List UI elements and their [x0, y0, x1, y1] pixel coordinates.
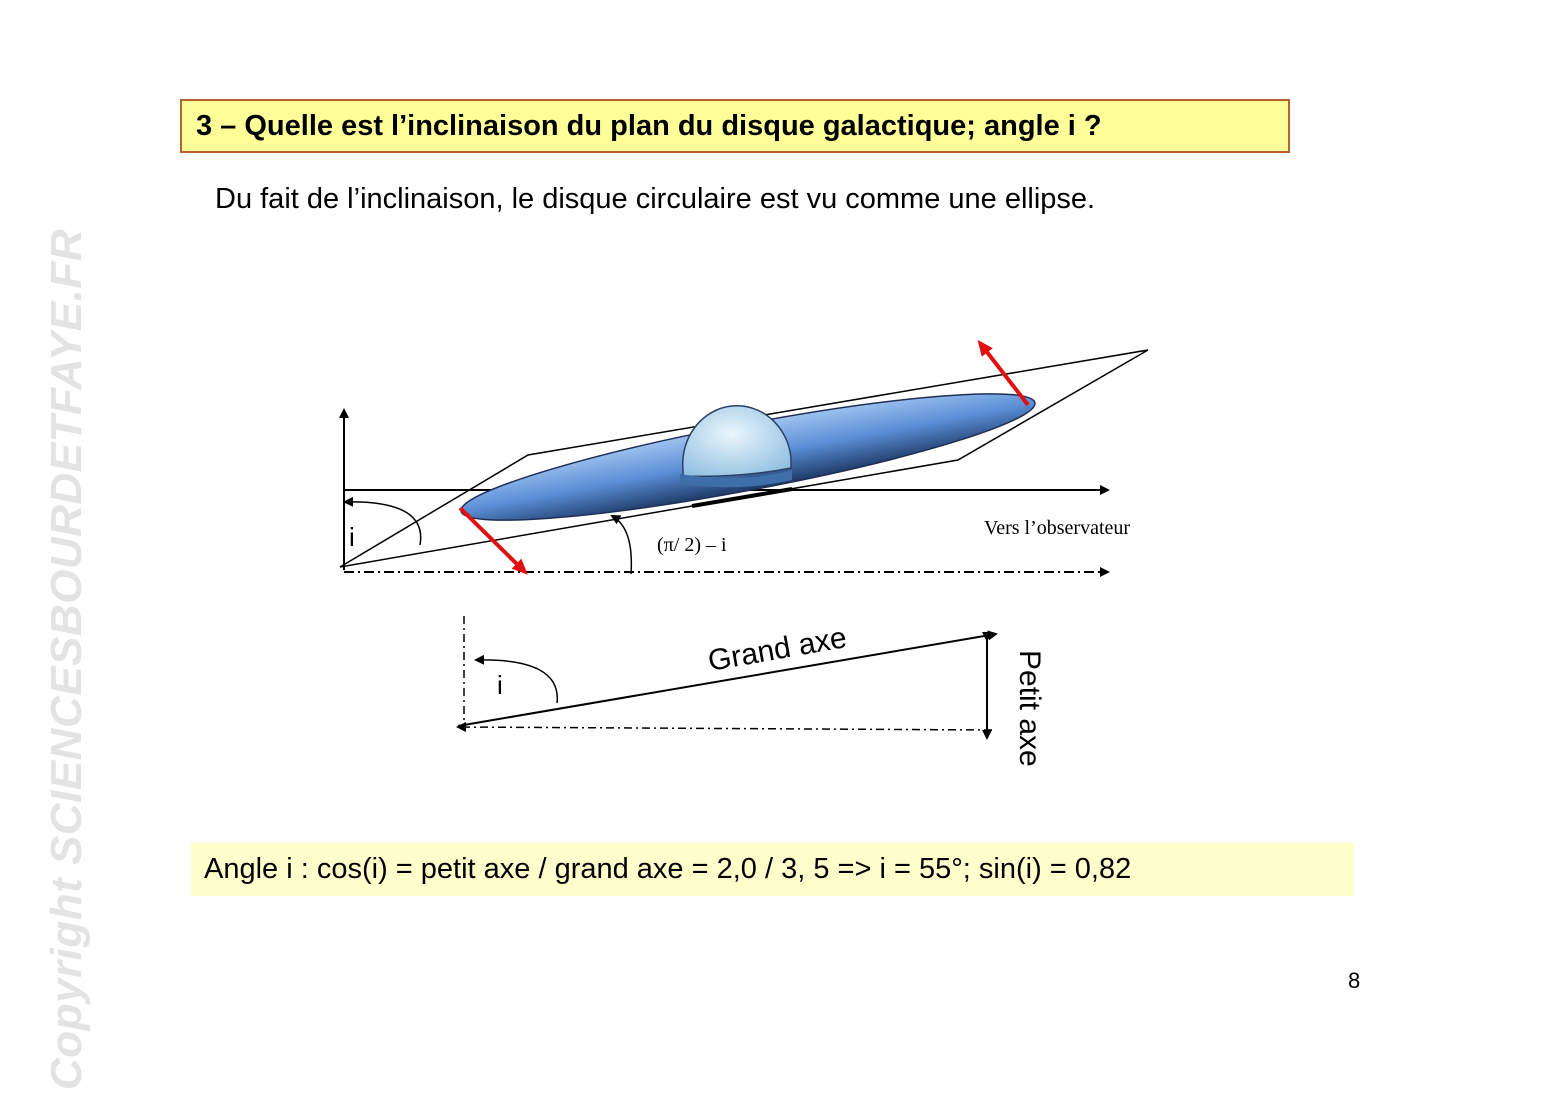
result-box	[191, 843, 1354, 896]
slide-title: 3 – Quelle est l’inclinaison du plan du disque galactique; angle i ?	[196, 110, 1102, 142]
page-number: 8	[1348, 968, 1361, 993]
angle-i-arc	[345, 502, 421, 545]
angle-i-label: i	[349, 522, 355, 552]
intro-text: Du fait de l’inclinaison, le disque circulaire est vu comme une ellipse.	[215, 183, 1096, 215]
observer-label: Vers l’observateur	[984, 517, 1131, 539]
minor-axis-label: Petit axe	[1013, 650, 1046, 767]
lower-angle-label: i	[497, 670, 503, 700]
complement-angle-label: (π/ 2) – i	[657, 534, 727, 556]
major-axis-label: Grand axe	[705, 621, 850, 678]
copyright-watermark: Copyright SCIENCESBOURDETFAYE.FR	[42, 228, 91, 1090]
complement-angle-arc	[612, 516, 631, 574]
result-formula: Angle i : cos(i) = petit axe / grand axe = 2,0 / 3, 5 => i = 55°; sin(i) = 0,82	[204, 853, 1132, 885]
galactic-bulge	[683, 406, 791, 477]
lower-angle-arc	[476, 660, 557, 703]
lower-base-dashdot	[458, 727, 992, 730]
